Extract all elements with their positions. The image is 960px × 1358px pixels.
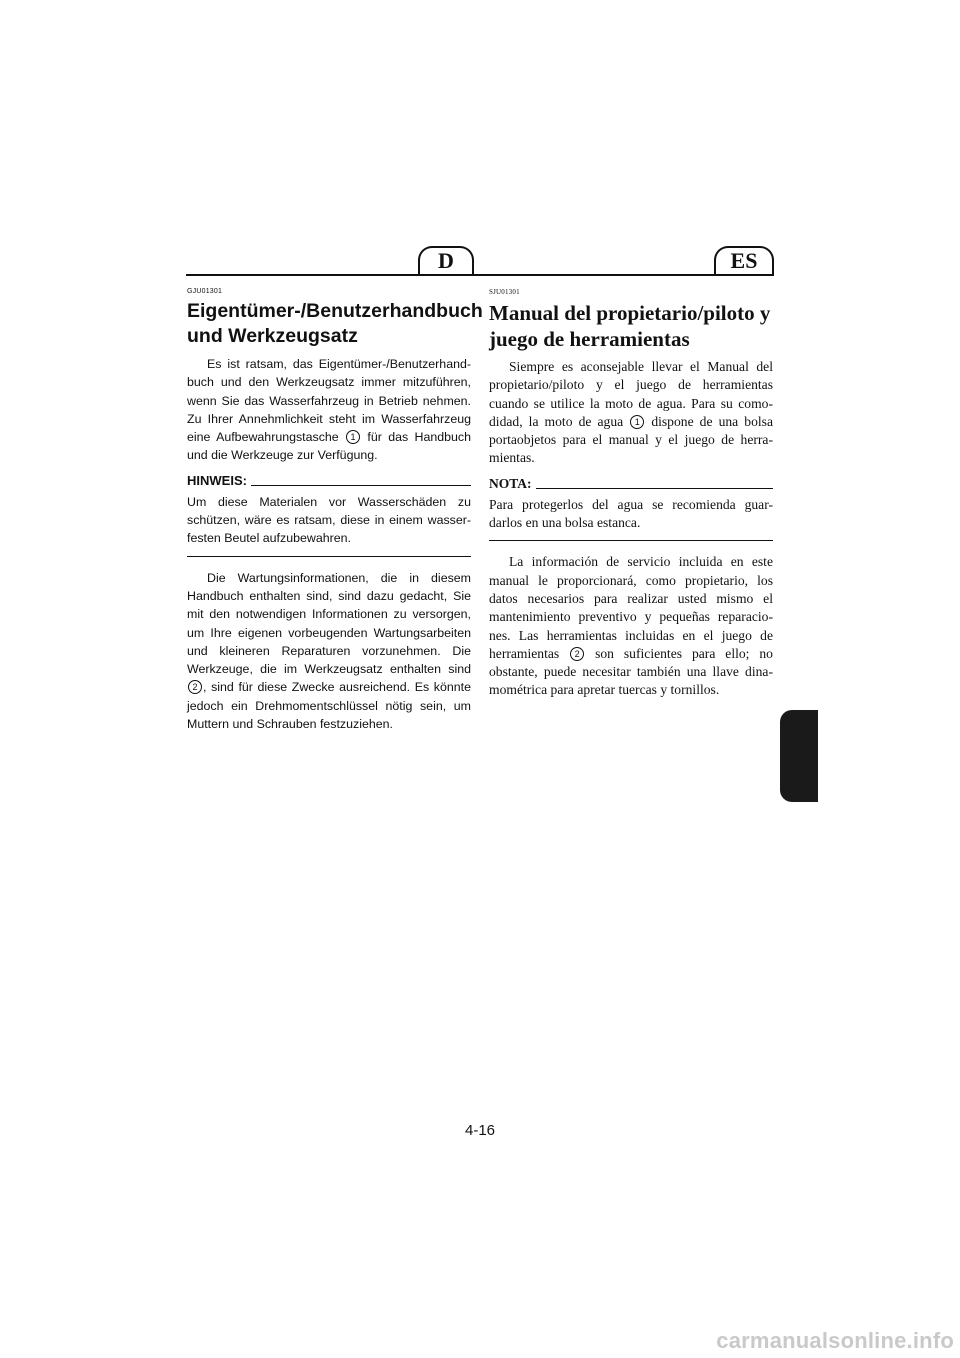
note-header [489, 476, 773, 492]
note-header [187, 473, 471, 489]
paragraph-2-text-b: son suficientes para ello; no obstante, puede necesitar también una llave dina-mométrica para apretar tuercas y tornillos. [489, 645, 773, 698]
callout-marker-2: 2 [570, 647, 584, 661]
german-column [187, 288, 483, 733]
callout-marker-2: 2 [188, 680, 202, 694]
paragraph-2-text-a: La información de servicio incluida en este manual le proporcionará, como propietario, los datos necesarios para realizar usted mismo el mantenimiento preventivo y pequeñas reparacio-nes. Las herramientas incluidas en el juego de herramientas [489, 554, 773, 661]
callout-marker-1: 1 [346, 430, 360, 444]
paragraph-2 [187, 569, 471, 734]
callout-marker-1: 1 [630, 415, 644, 429]
section-title: Eigentümer-/Benutzerhandbuch und Werkzeugsatz [187, 300, 483, 347]
page-number: 4-16 [464, 1122, 496, 1139]
note-text: Um diese Materialen vor Wasserschäden zu schützen, wäre es ratsam, diese in einem wasser-festen Beutel aufzubewahren. [187, 493, 471, 557]
watermark: carmanualsonline.info [716, 1328, 954, 1353]
language-tab-german: D [418, 246, 474, 274]
note-text: Para protegerlos del agua se recomienda guar-darlos en una bolsa estanca. [489, 496, 773, 542]
language-tab-spanish: ES [714, 246, 774, 274]
section-code: GJU01301 [187, 288, 223, 295]
paragraph-1-text-a: Siempre es aconsejable llevar el Manual del propietario/piloto y el juego de herramientas cuando se utilice la moto de agua. Para su como-didad, la moto de agua [489, 359, 773, 429]
note-rule [536, 488, 774, 489]
paragraph-1-text-a: Es ist ratsam, das Eigentümer-/Benutzerhand-buch und den Werkzeugsatz immer mitzuführen, wenn Sie das Wasserfahrzeug in Betrieb nehmen. Zu Ihrer Annehmlichkeit steht im Wasserfahrzeug eine Aufbewahrungstasche [187, 357, 471, 445]
section-code: SJU01301 [489, 288, 520, 296]
paragraph-2-text-b: , sind für diese Zwecke ausreichend. Es könnte jedoch ein Drehmomentschlüssel nötig sein, um Muttern und Schrauben festzuziehen. [187, 680, 471, 732]
note-rule [251, 485, 471, 486]
paragraph-1 [187, 355, 471, 465]
chapter-side-tab [780, 710, 818, 802]
section-title: Manual del propietario/piloto y juego de herramientas [489, 301, 771, 351]
paragraph-1 [489, 358, 773, 468]
note-label: HINWEIS: [187, 472, 247, 488]
note-label: NOTA: [489, 475, 532, 491]
header-rule [186, 274, 774, 276]
paragraph-1-text-b: für das Handbuch und die Werkzeuge zur Verfügung. [187, 430, 471, 463]
paragraph-1-text-b: dispone de una bolsa portaobjetos para el manual y el juego de herra-mientas. [489, 413, 773, 466]
paragraph-2 [489, 553, 773, 699]
paragraph-2-text-a: Die Wartungsinformationen, die in diesem Handbuch enthalten sind, sind dazu gedacht, Sie mit den notwendigen Informationen zu versorgen, um Ihre eigenen vorbeugenden Wartungsarbeiten und kleineren Reparaturen vorzunehmen. Die Werkzeuge, die im Werkzeugsatz enthalten sind [187, 570, 471, 677]
spanish-column [489, 288, 773, 700]
